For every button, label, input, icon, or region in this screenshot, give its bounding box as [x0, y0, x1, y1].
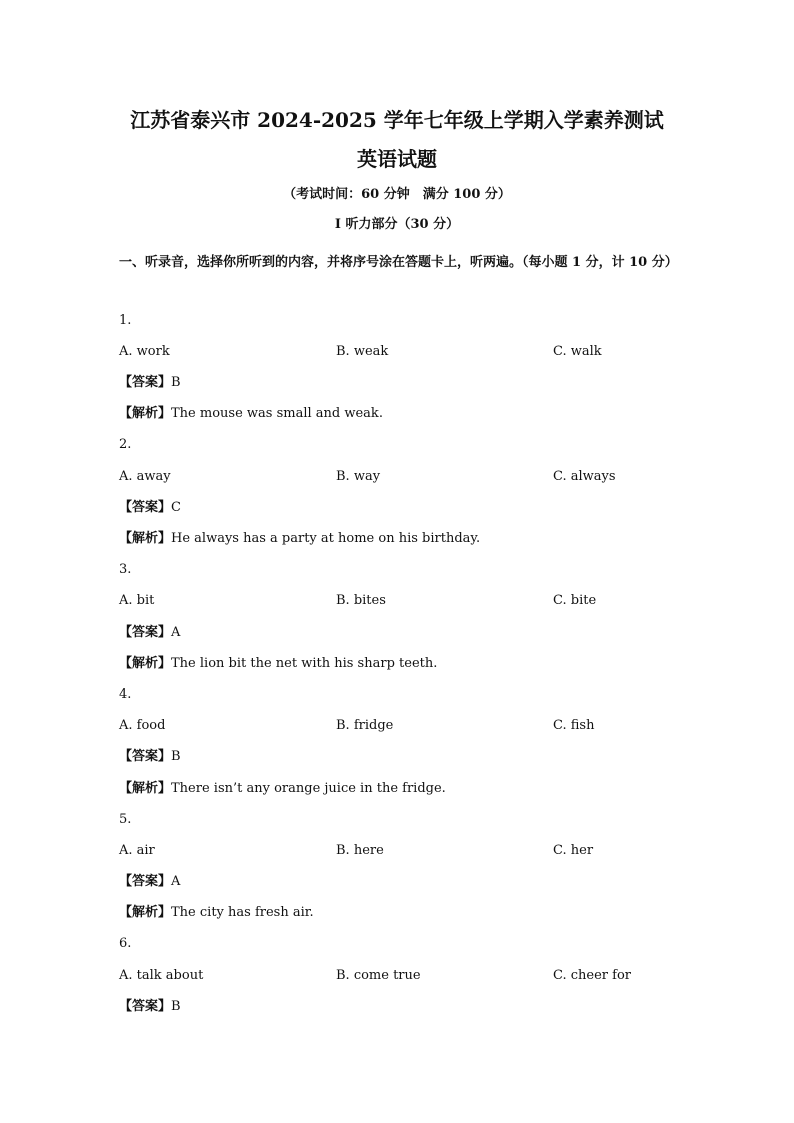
answer-line: [119, 624, 180, 642]
section-instruction: 一、听录音，选择你所听到的内容，并将序号涂在答题卡上，听两遍。（每小题 1 分，计 10 分）: [119, 255, 678, 270]
page-subtitle: 英语试题: [357, 147, 437, 171]
analysis-text: He always has a party at home on his birthday.: [171, 531, 481, 546]
analysis-line: [119, 904, 314, 922]
analysis-text: The lion bit the net with his sharp teeth.: [171, 656, 438, 671]
option-a: A. bit: [119, 593, 155, 608]
analysis-tag: 【解析】: [119, 905, 172, 920]
question-number: 4.: [119, 687, 132, 702]
page-title: 江苏省泰兴市 2024-2025 学年七年级上学期入学素养测试: [130, 108, 664, 132]
answer-line: [119, 374, 181, 392]
option-c: C. fish: [553, 718, 595, 733]
analysis-tag: 【解析】: [119, 531, 172, 546]
analysis-line: [119, 655, 437, 673]
analysis-text: The mouse was small and weak.: [171, 406, 383, 421]
option-b: B. come true: [336, 968, 421, 983]
answer-tag: 【答案】: [119, 500, 172, 515]
analysis-tag: 【解析】: [119, 656, 172, 671]
answer-tag: 【答案】: [119, 874, 172, 889]
question-number: 3.: [119, 562, 132, 577]
answer-value: B: [171, 749, 181, 764]
analysis-text: The city has fresh air.: [171, 905, 314, 920]
option-c: C. her: [553, 843, 594, 858]
part-title: I 听力部分（30 分）: [334, 217, 460, 232]
option-a: A. food: [119, 718, 166, 733]
answer-line: [119, 873, 180, 891]
answer-value: A: [171, 625, 181, 640]
option-c: C. cheer for: [553, 968, 631, 983]
option-b: B. here: [336, 843, 384, 858]
answer-tag: 【答案】: [119, 375, 172, 390]
answer-line: [119, 998, 181, 1016]
question-number: 5.: [119, 812, 132, 827]
question-number: 1.: [119, 313, 132, 328]
answer-value: A: [171, 874, 181, 889]
option-c: C. bite: [553, 593, 597, 608]
option-a: A. talk about: [119, 968, 204, 983]
analysis-text: There isn’t any orange juice in the fridge.: [171, 781, 446, 796]
answer-value: B: [171, 375, 181, 390]
option-b: B. bites: [336, 593, 386, 608]
answer-line: [119, 499, 181, 517]
analysis-tag: 【解析】: [119, 406, 172, 421]
analysis-line: [119, 780, 446, 798]
option-a: A. work: [119, 344, 170, 359]
answer-tag: 【答案】: [119, 625, 172, 640]
analysis-tag: 【解析】: [119, 781, 172, 796]
option-c: C. always: [553, 469, 616, 484]
exam-info: （考试时间：60 分钟 满分 100 分）: [283, 187, 511, 202]
answer-tag: 【答案】: [119, 999, 172, 1014]
analysis-line: [119, 405, 383, 423]
answer-value: C: [171, 500, 181, 515]
option-a: A. air: [119, 843, 155, 858]
answer-line: [119, 748, 181, 766]
answer-value: B: [171, 999, 181, 1014]
question-number: 6.: [119, 936, 132, 951]
option-b: B. way: [336, 469, 381, 484]
option-b: B. weak: [336, 344, 389, 359]
option-b: B. fridge: [336, 718, 394, 733]
option-a: A. away: [119, 469, 171, 484]
answer-tag: 【答案】: [119, 749, 172, 764]
analysis-line: [119, 530, 480, 548]
question-number: 2.: [119, 437, 132, 452]
option-c: C. walk: [553, 344, 602, 359]
